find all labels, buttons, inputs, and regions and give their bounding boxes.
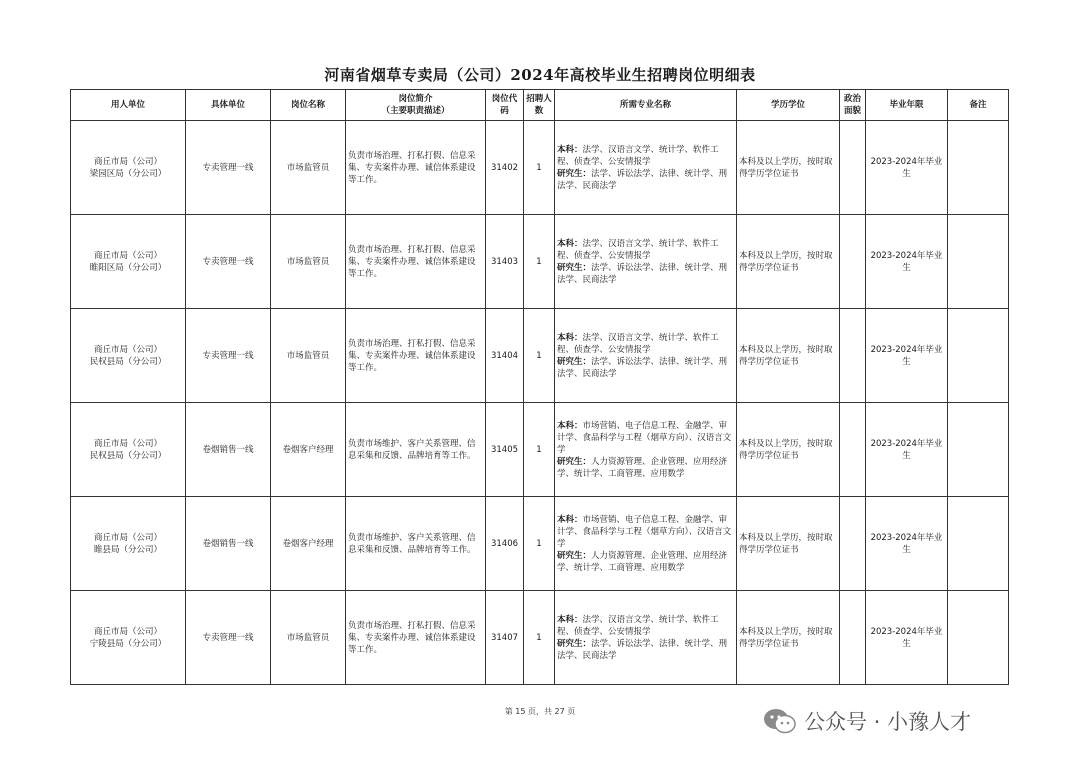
postgrad-label: 研究生： xyxy=(557,262,592,273)
cell-remark xyxy=(948,591,1009,685)
cell-major xyxy=(555,309,737,403)
cell-dept: 专卖管理一线 xyxy=(186,121,271,215)
cell-interview xyxy=(840,497,866,591)
cell-major xyxy=(555,215,737,309)
cell-remark xyxy=(948,403,1009,497)
cell-position: 卷烟客户经理 xyxy=(271,497,346,591)
cell-dept: 专卖管理一线 xyxy=(186,591,271,685)
undergrad-majors: 市场营销、电子信息工程、金融学、审计学、食品科学与工程（烟草方向）、汉语言文学 xyxy=(557,514,732,549)
cell-major xyxy=(555,497,737,591)
cell-remark xyxy=(948,121,1009,215)
cell-degree: 本科及以上学历，按时取得学历学位证书 xyxy=(737,497,840,591)
undergrad-label: 本科： xyxy=(557,238,583,249)
table-row xyxy=(71,497,1009,591)
recruitment-table xyxy=(70,89,1009,685)
undergrad-label: 本科： xyxy=(557,332,583,343)
cell-degree: 本科及以上学历，按时取得学历学位证书 xyxy=(737,309,840,403)
cell-unit xyxy=(71,215,186,309)
cell-position: 市场监管员 xyxy=(271,309,346,403)
header-desc-line1: 岗位简介 xyxy=(398,94,433,104)
undergrad-majors: 法学、汉语言文学、统计学、软件工程、侦查学、公安情报学 xyxy=(557,614,719,637)
unit-line2: 宁陵县局（分公司） xyxy=(89,638,167,649)
header-major: 所需专业名称 xyxy=(555,90,737,121)
cell-code: 31407 xyxy=(486,591,524,685)
cell-unit xyxy=(71,403,186,497)
cell-desc: 负责市场维护、客户关系管理、信息采集和反馈、品牌培育等工作。 xyxy=(346,497,486,591)
header-degree: 学历学位 xyxy=(737,90,840,121)
header-position: 岗位名称 xyxy=(271,90,346,121)
cell-code: 31402 xyxy=(486,121,524,215)
wechat-icon xyxy=(762,707,798,735)
cell-desc: 负责市场治理、打私打假、信息采集、专卖案件办理、诚信体系建设等工作。 xyxy=(346,215,486,309)
cell-position: 市场监管员 xyxy=(271,121,346,215)
page-footer: 第 15 页，共 27 页 xyxy=(504,707,576,716)
postgrad-label: 研究生： xyxy=(557,638,592,649)
cell-year: 2023-2024年毕业生 xyxy=(866,403,948,497)
undergrad-label: 本科： xyxy=(557,420,583,431)
undergrad-label: 本科： xyxy=(557,144,583,155)
cell-code: 31405 xyxy=(486,403,524,497)
unit-line1: 商丘市局（公司） xyxy=(93,344,162,355)
cell-count: 1 xyxy=(524,121,555,215)
cell-year: 2023-2024年毕业生 xyxy=(866,215,948,309)
cell-desc: 负责市场治理、打私打假、信息采集、专卖案件办理、诚信体系建设等工作。 xyxy=(346,309,486,403)
cell-interview xyxy=(840,591,866,685)
cell-position: 市场监管员 xyxy=(271,215,346,309)
header-dept: 具体单位 xyxy=(186,90,271,121)
cell-unit xyxy=(71,121,186,215)
watermark-text: 公众号 · 小豫人才 xyxy=(804,710,972,734)
cell-count: 1 xyxy=(524,403,555,497)
undergrad-majors: 法学、汉语言文学、统计学、软件工程、侦查学、公安情报学 xyxy=(557,144,719,167)
undergrad-majors: 法学、汉语言文学、统计学、软件工程、侦查学、公安情报学 xyxy=(557,238,719,261)
postgrad-majors: 法学、诉讼法学、法律、统计学、刑法学、民商法学 xyxy=(557,638,728,661)
cell-desc: 负责市场治理、打私打假、信息采集、专卖案件办理、诚信体系建设等工作。 xyxy=(346,121,486,215)
cell-dept: 专卖管理一线 xyxy=(186,215,271,309)
table-row xyxy=(71,591,1009,685)
table-row xyxy=(71,309,1009,403)
cell-interview xyxy=(840,309,866,403)
cell-degree: 本科及以上学历，按时取得学历学位证书 xyxy=(737,215,840,309)
unit-line1: 商丘市局（公司） xyxy=(93,438,162,449)
cell-degree: 本科及以上学历，按时取得学历学位证书 xyxy=(737,591,840,685)
postgrad-majors: 人力资源管理、企业管理、应用经济学、统计学、工商管理、应用数学 xyxy=(557,550,728,573)
cell-interview xyxy=(840,215,866,309)
undergrad-label: 本科： xyxy=(557,614,583,625)
cell-remark xyxy=(948,497,1009,591)
unit-line1: 商丘市局（公司） xyxy=(93,626,162,637)
postgrad-label: 研究生： xyxy=(557,168,592,179)
unit-line1: 商丘市局（公司） xyxy=(93,156,162,167)
cell-dept: 卷烟销售一线 xyxy=(186,497,271,591)
cell-major xyxy=(555,591,737,685)
header-year: 毕业年限 xyxy=(866,90,948,121)
header-code: 岗位代码 xyxy=(486,90,524,121)
table-row xyxy=(71,215,1009,309)
cell-major xyxy=(555,121,737,215)
cell-unit xyxy=(71,309,186,403)
cell-desc: 负责市场治理、打私打假、信息采集、专卖案件办理、诚信体系建设等工作。 xyxy=(346,591,486,685)
cell-major xyxy=(555,403,737,497)
header-unit: 用人单位 xyxy=(71,90,186,121)
cell-year: 2023-2024年毕业生 xyxy=(866,497,948,591)
unit-line2: 民权县局（分公司） xyxy=(89,450,167,461)
postgrad-label: 研究生： xyxy=(557,356,592,367)
page-title: 河南省烟草专卖局（公司）2024年高校毕业生招聘岗位明细表 xyxy=(324,66,756,84)
cell-year: 2023-2024年毕业生 xyxy=(866,591,948,685)
cell-unit xyxy=(71,591,186,685)
cell-dept: 专卖管理一线 xyxy=(186,309,271,403)
table-header-row xyxy=(71,90,1009,121)
cell-year: 2023-2024年毕业生 xyxy=(866,121,948,215)
cell-count: 1 xyxy=(524,215,555,309)
cell-unit xyxy=(71,497,186,591)
header-interview: 政治面貌 xyxy=(840,90,866,121)
postgrad-majors: 法学、诉讼法学、法律、统计学、刑法学、民商法学 xyxy=(557,262,728,285)
postgrad-majors: 法学、诉讼法学、法律、统计学、刑法学、民商法学 xyxy=(557,356,728,379)
cell-year: 2023-2024年毕业生 xyxy=(866,309,948,403)
cell-dept: 卷烟销售一线 xyxy=(186,403,271,497)
table-row xyxy=(71,121,1009,215)
undergrad-label: 本科： xyxy=(557,514,583,525)
table-row xyxy=(71,403,1009,497)
unit-line1: 商丘市局（公司） xyxy=(93,532,162,543)
postgrad-majors: 法学、诉讼法学、法律、统计学、刑法学、民商法学 xyxy=(557,168,728,191)
unit-line2: 睢县局（分公司） xyxy=(93,544,162,555)
cell-degree: 本科及以上学历，按时取得学历学位证书 xyxy=(737,403,840,497)
cell-code: 31403 xyxy=(486,215,524,309)
cell-count: 1 xyxy=(524,309,555,403)
undergrad-majors: 法学、汉语言文学、统计学、软件工程、侦查学、公安情报学 xyxy=(557,332,719,355)
unit-line2: 梁园区局（分公司） xyxy=(89,168,167,179)
cell-count: 1 xyxy=(524,591,555,685)
unit-line1: 商丘市局（公司） xyxy=(93,250,162,261)
cell-remark xyxy=(948,309,1009,403)
postgrad-majors: 人力资源管理、企业管理、应用经济学、统计学、工商管理、应用数学 xyxy=(557,456,728,479)
cell-code: 31406 xyxy=(486,497,524,591)
postgrad-label: 研究生： xyxy=(557,456,592,467)
postgrad-label: 研究生： xyxy=(557,550,592,561)
watermark xyxy=(762,705,971,737)
cell-code: 31404 xyxy=(486,309,524,403)
cell-count: 1 xyxy=(524,497,555,591)
header-desc xyxy=(346,90,486,121)
unit-line2: 民权县局（分公司） xyxy=(89,356,167,367)
cell-position: 市场监管员 xyxy=(271,591,346,685)
table-body xyxy=(71,121,1009,685)
cell-degree: 本科及以上学历，按时取得学历学位证书 xyxy=(737,121,840,215)
cell-interview xyxy=(840,121,866,215)
cell-desc: 负责市场维护、客户关系管理、信息采集和反馈、品牌培育等工作。 xyxy=(346,403,486,497)
undergrad-majors: 市场营销、电子信息工程、金融学、审计学、食品科学与工程（烟草方向）、汉语言文学 xyxy=(557,420,732,455)
unit-line2: 睢阳区局（分公司） xyxy=(89,262,167,273)
header-count: 招聘人数 xyxy=(524,90,555,121)
cell-interview xyxy=(840,403,866,497)
cell-position: 卷烟客户经理 xyxy=(271,403,346,497)
header-remark: 备注 xyxy=(948,90,1009,121)
cell-remark xyxy=(948,215,1009,309)
header-desc-line2: （主要职责描述） xyxy=(381,106,450,116)
